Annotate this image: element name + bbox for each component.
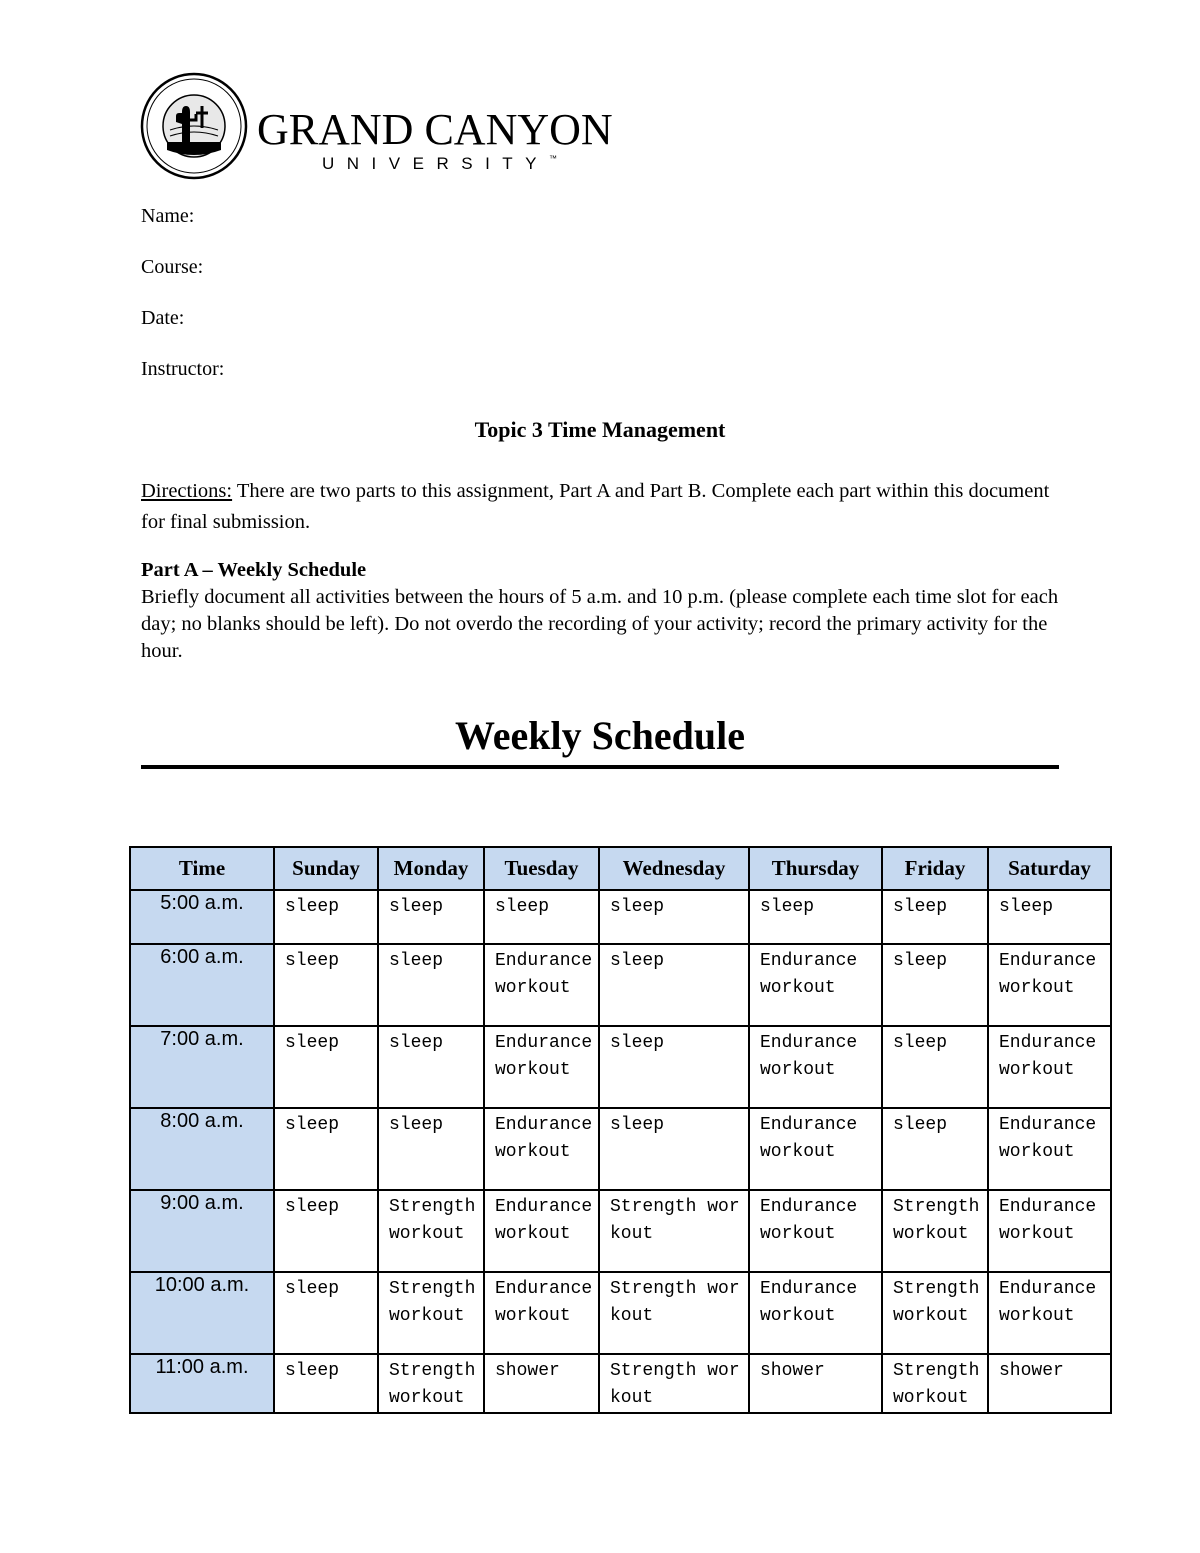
- part-a-instructions: Briefly document all activities between the hours of 5 a.m. and 10 p.m. (please complete each time slot for each day; no blanks should be left). Do not overdo the recording of your activity; record the primary activity for the hour.: [141, 586, 1059, 662]
- table-row: [130, 1190, 1111, 1272]
- activity-cell[interactable]: Strength workout: [378, 1190, 484, 1272]
- header-wednesday: Wednesday: [599, 847, 749, 890]
- activity-cell[interactable]: Endurance workout: [988, 1026, 1111, 1108]
- activity-cell[interactable]: sleep: [378, 1108, 484, 1190]
- time-cell: 9:00 a.m.: [130, 1190, 274, 1272]
- logo-subtitle: UNIVERSITY™: [322, 154, 558, 173]
- course-field-label: Course:: [141, 256, 204, 278]
- activity-cell[interactable]: Endurance workout: [749, 1190, 882, 1272]
- activity-cell[interactable]: sleep: [378, 1026, 484, 1108]
- activity-cell[interactable]: Strength workout: [599, 1190, 749, 1272]
- activity-cell[interactable]: sleep: [599, 890, 749, 944]
- activity-cell[interactable]: Endurance workout: [988, 944, 1111, 1026]
- time-cell: 7:00 a.m.: [130, 1026, 274, 1108]
- page-title: Topic 3 Time Management: [474, 417, 726, 442]
- time-cell: 5:00 a.m.: [130, 890, 274, 944]
- schedule-title: Weekly Schedule: [454, 713, 746, 758]
- activity-cell[interactable]: shower: [988, 1354, 1111, 1413]
- activity-cell[interactable]: Endurance workout: [484, 1108, 599, 1190]
- activity-cell[interactable]: Strength workout: [378, 1354, 484, 1413]
- activity-cell[interactable]: Strength workout: [882, 1354, 988, 1413]
- activity-cell[interactable]: Strength workout: [882, 1272, 988, 1354]
- activity-cell[interactable]: sleep: [274, 944, 378, 1026]
- header-monday: Monday: [378, 847, 484, 890]
- table-row: [130, 1354, 1111, 1413]
- university-seal-icon: [140, 72, 248, 180]
- table-row: [130, 890, 1111, 944]
- weekly-schedule-table: [129, 846, 1112, 1414]
- activity-cell[interactable]: Endurance workout: [988, 1272, 1111, 1354]
- university-logo: [140, 72, 620, 182]
- part-a-section: [141, 557, 1071, 665]
- table-row: [130, 1272, 1111, 1354]
- header-friday: Friday: [882, 847, 988, 890]
- activity-cell[interactable]: Endurance workout: [484, 1026, 599, 1108]
- activity-cell[interactable]: sleep: [882, 1026, 988, 1108]
- activity-cell[interactable]: Endurance workout: [988, 1190, 1111, 1272]
- activity-cell[interactable]: sleep: [378, 890, 484, 944]
- time-cell: 6:00 a.m.: [130, 944, 274, 1026]
- table-row: [130, 944, 1111, 1026]
- title-divider: [141, 765, 1059, 769]
- time-cell: 11:00 a.m.: [130, 1354, 274, 1413]
- header-tuesday: Tuesday: [484, 847, 599, 890]
- activity-cell[interactable]: Endurance workout: [484, 944, 599, 1026]
- logo-wordmark: GRAND CANYON: [257, 105, 613, 154]
- activity-cell[interactable]: Endurance workout: [749, 944, 882, 1026]
- activity-cell[interactable]: sleep: [599, 1108, 749, 1190]
- activity-cell[interactable]: Endurance workout: [749, 1026, 882, 1108]
- table-row: [130, 1026, 1111, 1108]
- table-row: [130, 1108, 1111, 1190]
- activity-cell[interactable]: sleep: [274, 1026, 378, 1108]
- header-thursday: Thursday: [749, 847, 882, 890]
- activity-cell[interactable]: Strength workout: [599, 1354, 749, 1413]
- activity-cell[interactable]: sleep: [484, 890, 599, 944]
- part-a-heading: Part A – Weekly Schedule: [141, 559, 367, 581]
- activity-cell[interactable]: Strength workout: [882, 1190, 988, 1272]
- activity-cell[interactable]: sleep: [274, 1190, 378, 1272]
- activity-cell[interactable]: sleep: [599, 1026, 749, 1108]
- name-field-label: Name:: [141, 205, 195, 227]
- activity-cell[interactable]: Endurance workout: [749, 1108, 882, 1190]
- activity-cell[interactable]: sleep: [882, 944, 988, 1026]
- activity-cell[interactable]: sleep: [274, 1272, 378, 1354]
- date-field-label: Date:: [141, 307, 185, 329]
- activity-cell[interactable]: shower: [484, 1354, 599, 1413]
- activity-cell[interactable]: sleep: [882, 1108, 988, 1190]
- activity-cell[interactable]: sleep: [988, 890, 1111, 944]
- activity-cell[interactable]: Strength workout: [599, 1272, 749, 1354]
- activity-cell[interactable]: sleep: [882, 890, 988, 944]
- activity-cell[interactable]: Endurance workout: [484, 1190, 599, 1272]
- directions-label: Directions:: [141, 480, 233, 502]
- header-sunday: Sunday: [274, 847, 378, 890]
- header-saturday: Saturday: [988, 847, 1111, 890]
- activity-cell[interactable]: sleep: [274, 1108, 378, 1190]
- header-time: Time: [130, 847, 274, 890]
- activity-cell[interactable]: sleep: [749, 890, 882, 944]
- activity-cell[interactable]: Strength workout: [378, 1272, 484, 1354]
- activity-cell[interactable]: sleep: [274, 1354, 378, 1413]
- time-cell: 8:00 a.m.: [130, 1108, 274, 1190]
- activity-cell[interactable]: sleep: [274, 890, 378, 944]
- activity-cell[interactable]: shower: [749, 1354, 882, 1413]
- instructor-field-label: Instructor:: [141, 358, 225, 380]
- activity-cell[interactable]: Endurance workout: [988, 1108, 1111, 1190]
- directions-paragraph: [141, 476, 1071, 538]
- activity-cell[interactable]: Endurance workout: [484, 1272, 599, 1354]
- time-cell: 10:00 a.m.: [130, 1272, 274, 1354]
- activity-cell[interactable]: sleep: [378, 944, 484, 1026]
- activity-cell[interactable]: Endurance workout: [749, 1272, 882, 1354]
- activity-cell[interactable]: sleep: [599, 944, 749, 1026]
- table-header-row: [130, 847, 1111, 890]
- directions-text: There are two parts to this assignment, Part A and Part B. Complete each part within this document for final submission.: [141, 480, 1050, 533]
